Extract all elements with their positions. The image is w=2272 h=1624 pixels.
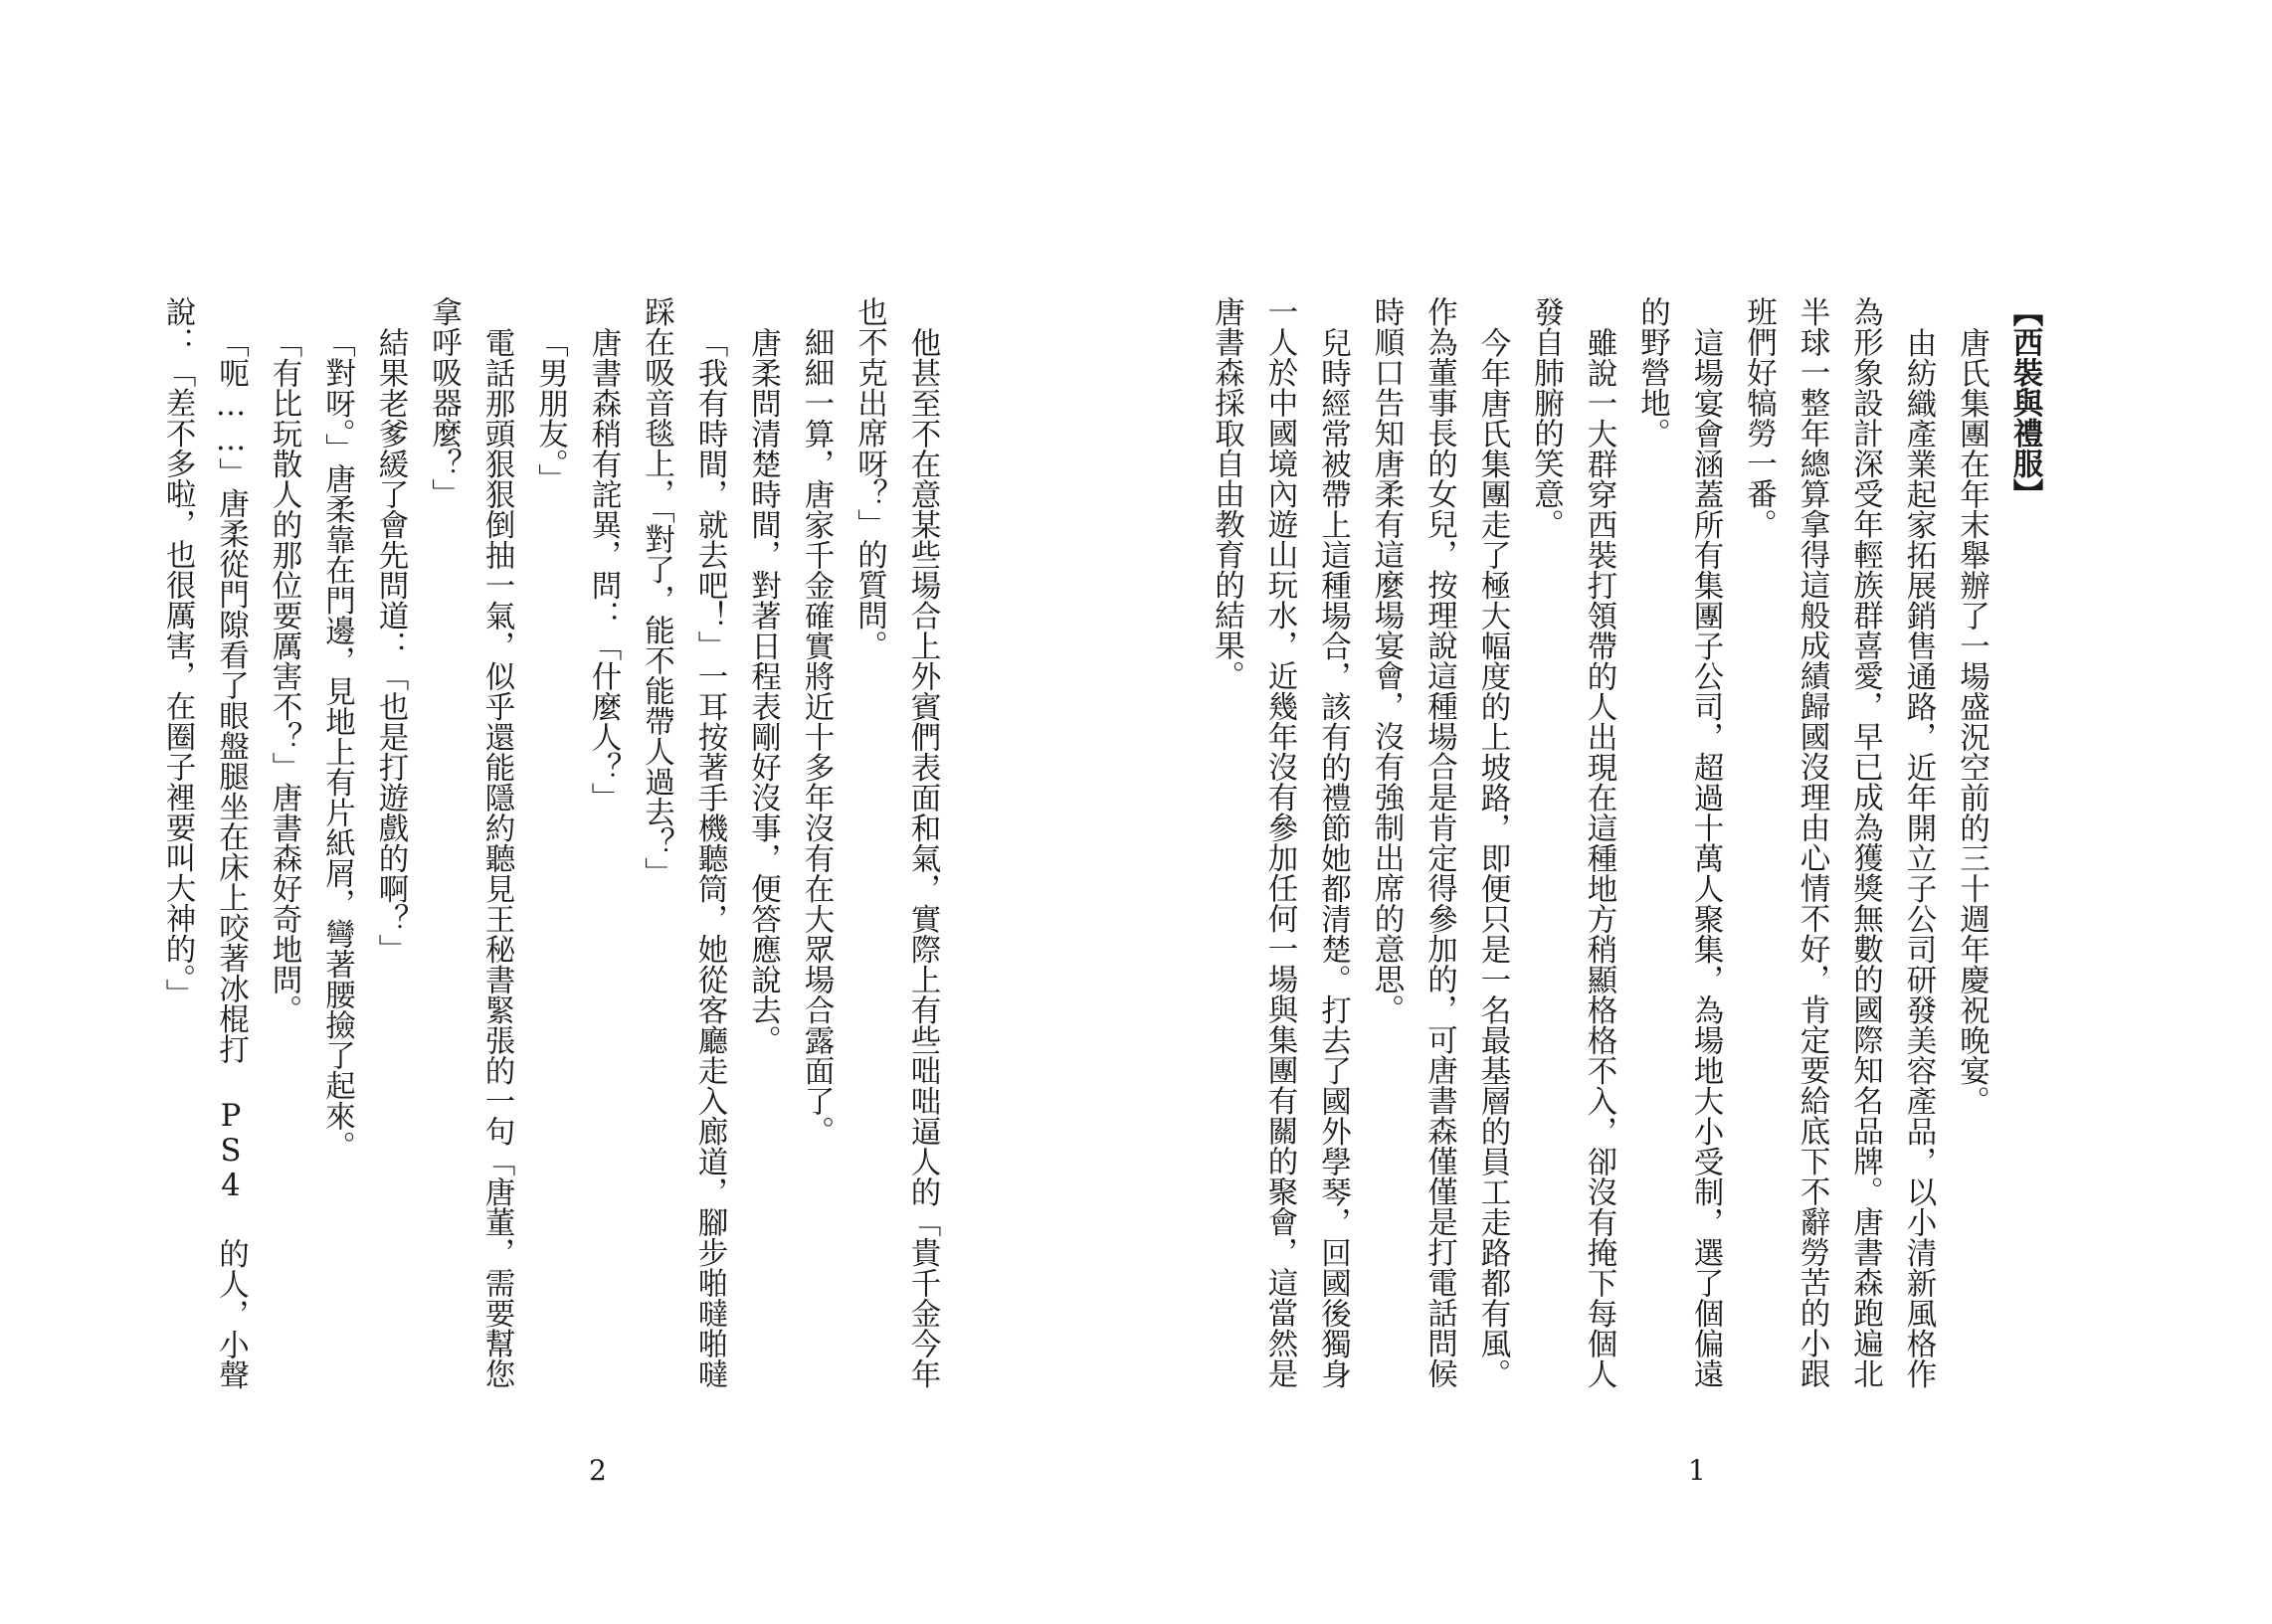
paragraph: 雖說一大群穿西裝打領帶的人出現在這種地方稍顯格格不入，卻沒有掩下每個人發自肺腑的笑意。 — [1528, 296, 1616, 1388]
left-page-text-column — [151, 296, 950, 1410]
paragraph: 電話那頭狠狠倒抽一氣，似乎還能隱約聽見王秘書緊張的一句「唐董，需要幫您拿呼吸器麼？」 — [426, 296, 514, 1388]
paragraph: 今年唐氏集團走了極大幅度的上坡路，即便只是一名最基層的員工走路都有風。作為董事長的女兒，按理說這種場合是肯定得參加的，可唐書森僅僅是打電話問候時順口告知唐柔有這麼場宴會，沒有強制出席的意思。 — [1369, 296, 1510, 1388]
paragraph: 這場宴會涵蓋所有集團子公司，超過十萬人聚集，為場地大小受制，選了個偏遠的野營地。 — [1634, 296, 1723, 1388]
page-number: 1 — [1688, 1454, 1706, 1487]
paragraph: 他甚至不在意某些場合上外賓們表面和氣，實際上有些咄咄逼人的「貴千金今年也不克出席呀？」的質問。 — [852, 296, 940, 1388]
right-page — [1136, 0, 2272, 1624]
paragraph: 唐柔問清楚時間，對著日程表剛好沒事，便答應說去。 — [745, 326, 781, 1055]
paragraph: 「我有時間，就去吧！」一耳按著手機聽筒，她從客廳走入廊道，腳步啪噠啪噠踩在吸音毯上，「對了，能不能帶人過去？」 — [639, 296, 727, 1388]
paragraph: 兒時經常被帶上這種場合，該有的禮節她都清楚。打去了國外學琴，回國後獨身一人於中國境內遊山玩水，近幾年沒有參加任何一場與集團有關的聚會，這當然是唐書森採取自由教育的結果。 — [1209, 296, 1351, 1388]
paragraph: 由紡織產業起家拓展銷售通路，近年開立子公司研發美容產品，以小清新風格作為形象設計深受年輕族群喜愛，早已成為獲獎無數的國際知名品牌。唐書森跑遍北半球一整年總算拿得這般成績歸國沒理由心情不好，肯定要給底下不辭勞苦的小跟班們好犒勞一番。 — [1741, 296, 1936, 1388]
paragraph: 「男朋友。」 — [532, 326, 568, 494]
chapter-heading: 【西裝與禮服】 — [2007, 296, 2043, 509]
right-page-text-column — [1200, 296, 2051, 1410]
paragraph: 「呃……」唐柔從門隙看了眼盤腿坐在床上咬著冰棍打 PS4 的人，小聲說：「差不多啦，也很厲害，在圈子裡要叫大神的。」 — [160, 296, 249, 1389]
paragraph: 「對呀。」唐柔靠在門邊，見地上有片紙屑，彎著腰撿了起來。 — [319, 326, 355, 1162]
paragraph: 唐氏集團在年末舉辦了一場盛況空前的三十週年慶祝晚宴。 — [1954, 326, 1989, 1116]
paragraph: 結果老爹緩了會先問道：「也是打遊戲的啊？」 — [373, 326, 408, 964]
paragraph: 唐書森稍有詫異，問：「什麼人？」 — [586, 326, 621, 812]
page-number: 2 — [589, 1454, 607, 1487]
paragraph: 「有比玩散人的那位要厲害不？」唐書森好奇地問。 — [267, 326, 301, 1024]
paragraph: 細細一算，唐家千金確實將近十多年沒有在大眾場合露面了。 — [799, 326, 834, 1146]
